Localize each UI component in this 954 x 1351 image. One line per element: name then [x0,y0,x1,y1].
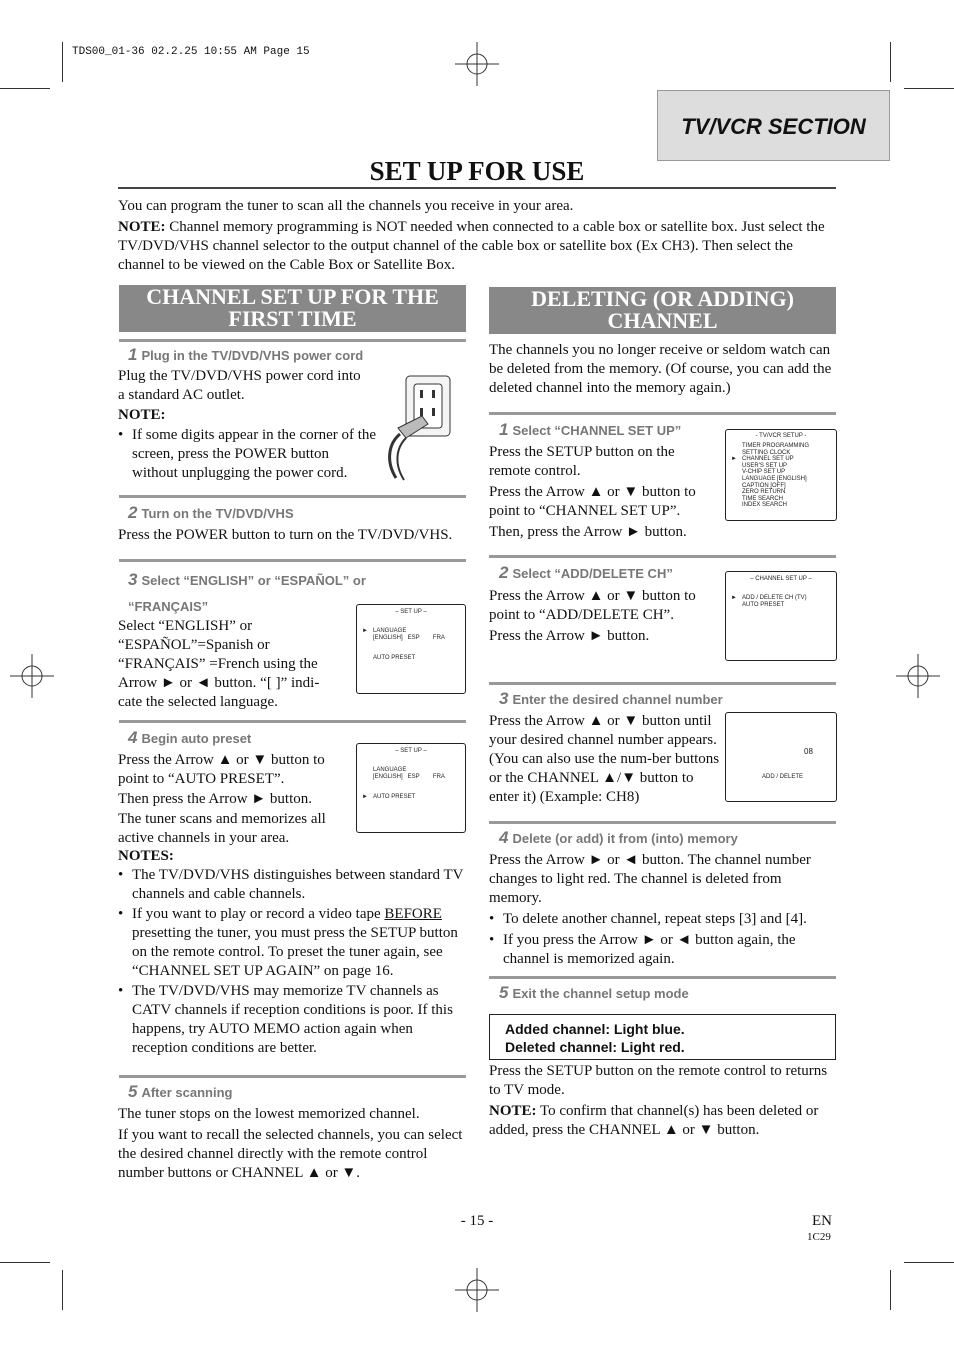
setup-auto-preset-screen [356,743,466,833]
list-item: • The TV/DVD/VHS may memorize TV channels as CATV channels if reception conditions is poor. If this happens, try AUTO MEMO action again when reception conditions are better. [118,982,466,1058]
step-title: Turn on the TV/DVD/VHS [141,506,294,521]
step-3-body: Press the Arrow ▲ or ▼ button until your desired channel number appears. (You can also use the num-ber buttons or the CHANNEL ▲/▼ button to enter it) (Example: CH8) [489,713,720,805]
step-title: After scanning [141,1085,233,1100]
screen-item: TIME SEARCH [742,495,784,502]
step-3-body: Select “ENGLISH” or “ESPAÑOL”=Spanish or “FRANÇAIS” =French using the Arrow ► or ◄ button. “[ ]” indi-cate the selected language. [118,618,320,710]
screen-item: AUTO PRESET [742,602,785,608]
step-title: Plug in the TV/DVD/VHS power cord [141,348,364,363]
text: presetting the tuner, you must press the SETUP button on the remote control. To preset the tuner again, see “CHANNEL SET UP AGAIN” on page 16. [132,925,458,979]
legend-added: Added channel: Light blue. [505,1021,685,1037]
registration-mark-right [896,654,940,698]
paragraph: Press the Arrow ▲ or ▼ button to point to “AUTO PRESET”. [118,752,325,787]
model-code: 1C29 [807,1231,831,1243]
paragraph: Press the SETUP button on the remote control. [489,444,675,479]
crop-mark [890,42,891,82]
note-label: NOTE: [489,1103,537,1119]
step-1-body: Plug the TV/DVD/VHS power cord into a standard AC outlet. [118,368,361,403]
note-label: NOTE: [118,407,166,423]
text: If you want to play or record a video tape [132,906,385,922]
legend-deleted: Deleted channel: Light red. [505,1039,685,1055]
setup-language-screen [356,604,466,694]
step-5-title [128,1082,232,1102]
screen-item: LANGUAGE [373,628,407,634]
step-title: Exit the channel setup mode [512,986,689,1001]
divider [119,495,466,498]
screen-item: TIMER PROGRAMMING [742,443,809,449]
cursor-icon: ► [362,628,368,634]
step-number: 4 [128,728,138,747]
step-number: 3 [128,570,138,589]
screen-item: ZERO RETURN [742,489,786,496]
step-3-title [128,567,388,620]
step-title: Select “CHANNEL SET UP” [512,423,682,438]
step-title: Enter the desired channel number [512,692,723,707]
note-label: NOTE: [118,219,166,235]
divider [489,412,836,415]
step-4-body [118,751,350,848]
tv-vcr-setup-screen [725,429,837,521]
crop-mark [62,42,63,82]
step-number: 2 [128,503,138,522]
crop-mark [904,88,954,89]
underlined-text: BEFORE [384,906,442,922]
intro-text [118,197,838,275]
page-title: SET UP FOR USE [369,156,585,186]
list-item: • The TV/DVD/VHS distinguishes between standard TV channels and cable channels. [118,866,466,904]
paragraph: Then press the Arrow ► button. [118,791,312,807]
step-title: Select “ENGLISH” or “ESPAÑOL” or [141,573,366,588]
channel-setup-screen [725,571,837,661]
section-tab: TV/VCR SECTION [657,90,890,161]
screen-item: INDEX SEARCH [742,502,788,509]
crop-mark [0,1262,50,1263]
step-number: 5 [499,983,509,1002]
registration-mark-top [455,42,499,86]
page-number: - 15 - [460,1213,494,1229]
cursor-icon: ► [731,456,737,462]
screen-item: ADD / DELETE [762,774,804,780]
paragraph: If you want to recall the selected channels, you can select the desired channel directly with the remote control number buttons or CHANNEL ▲ or ▼. [118,1127,463,1181]
list-item [118,905,466,981]
step-4-title [499,828,738,848]
screen-title: – CHANNEL SET UP – [750,576,812,582]
step-5-body [489,1062,837,1140]
notes-list [118,866,466,1058]
step-3-title [499,689,723,709]
divider [489,976,836,979]
step-number: 1 [128,345,138,364]
screen-item: SETTING CLOCK [742,449,791,456]
intro-line: You can program the tuner to scan all the channels you receive in your area. [118,198,574,214]
step-2-body [489,587,719,646]
paragraph: The tuner stops on the lowest memorized channel. [118,1106,420,1122]
power-outlet-icon [378,372,458,482]
step-4-body [489,851,837,969]
step-title: Select “ADD/DELETE CH” [512,566,673,581]
paragraph: Press the Arrow ► or ◄ button. The channel number changes to light red. The channel is deleted from memory. [489,852,811,906]
divider [119,559,466,562]
registration-mark-bottom [455,1268,499,1312]
paragraph: Press the Arrow ► button. [489,628,650,644]
paragraph: The tuner scans and memorizes all active channels in your area. [118,811,326,846]
step-1-title [499,420,681,440]
crop-mark [0,88,50,89]
step-5-body [118,1105,463,1183]
screen-title: – SET UP – [395,609,427,615]
paragraph: Then, press the Arrow ► button. [489,524,687,540]
screen-item: V-CHIP SET UP [742,469,786,476]
divider [489,682,836,685]
screen-item: [ENGLISH] ESP FRA [373,774,445,780]
note-text: To confirm that channel(s) has been deleted or added, press the CHANNEL ▲ or ▼ button. [489,1103,819,1138]
screen-item: CHANNEL SET UP [742,456,794,463]
note-list [118,426,378,483]
list-item: • If you press the Arrow ► or ◄ button again, the channel is memorized again. [489,931,837,969]
step-title: Begin auto preset [141,731,252,746]
step-2-body: Press the POWER button to turn on the TV/DVD/VHS. [118,527,453,543]
screen-item: LANGUAGE [ENGLISH] [742,475,807,482]
registration-mark-left [10,654,54,698]
screen-title: - TV/VCR SETUP - [755,433,807,439]
step-2-title [128,503,294,523]
step-4-title [128,728,251,748]
language-code: EN [812,1213,832,1229]
step-title: Delete (or add) it from (into) memory [512,831,738,846]
divider [489,555,836,558]
right-section-heading: DELETING (OR ADDING) CHANNEL [489,287,836,334]
screen-item: AUTO PRESET [373,794,416,800]
step-2-title [499,563,673,583]
left-section-heading: CHANNEL SET UP FOR THE FIRST TIME [119,285,466,332]
screen-item: USER'S SET UP [742,462,788,469]
step-number: 4 [499,828,509,847]
divider [119,720,466,723]
divider [119,1075,466,1078]
title-rule [118,187,836,189]
list-item: • If some digits appear in the corner of the screen, press the POWER button without unplugging the power cord. [118,426,378,483]
color-legend-box [489,1014,836,1060]
step-number: 2 [499,563,509,582]
screen-item: ADD / DELETE CH (TV) [742,595,807,601]
note-text: Channel memory programming is NOT needed when connected to a cable box or satellite box. Just select the TV/DVD/VHS channel selector to the output channel of the cable box or satellite box (Ex CH3). Then select the channel to be viewed on the Cable Box or Satellite Box. [118,219,825,273]
paragraph: Press the Arrow ▲ or ▼ button to point to “CHANNEL SET UP”. [489,484,696,519]
crop-mark [890,1270,891,1310]
step-5-title [499,983,689,1003]
paragraph: Press the SETUP button on the remote control to returns to TV mode. [489,1063,828,1098]
header-stamp: TDS00_01-36 02.2.25 10:55 AM Page 15 [72,46,310,58]
step-title-continued: “FRANÇAIS” [128,599,209,614]
screen-item: [ENGLISH] ESP FRA [373,635,445,641]
screen-title: – SET UP – [395,748,427,754]
notes-label: NOTES: [118,848,174,864]
channel-number: 08 [804,747,813,756]
step-number: 3 [499,689,509,708]
screen-menu [742,443,809,509]
crop-mark [904,1262,954,1263]
cursor-icon: ► [362,794,368,800]
step-number: 5 [128,1082,138,1101]
cursor-icon: ► [731,595,737,601]
step-1-title [128,345,363,365]
step-number: 1 [499,420,509,439]
list-item: • To delete another channel, repeat steps [3] and [4]. [489,910,837,929]
step-4-list [489,910,837,969]
screen-item: LANGUAGE [373,767,407,773]
add-delete-screen [725,712,837,802]
divider [489,821,836,824]
right-intro: The channels you no longer receive or seldom watch can be deleted from the memory. (Of course, you can add the deleted channel into the memory again.) [489,342,832,396]
step-1-body [489,443,719,542]
crop-mark [62,1270,63,1310]
screen-item: CAPTION [OFF] [742,482,786,489]
paragraph: Press the Arrow ▲ or ▼ button to point to “ADD/DELETE CH”. [489,588,696,623]
divider [119,339,466,342]
screen-item: AUTO PRESET [373,655,416,661]
